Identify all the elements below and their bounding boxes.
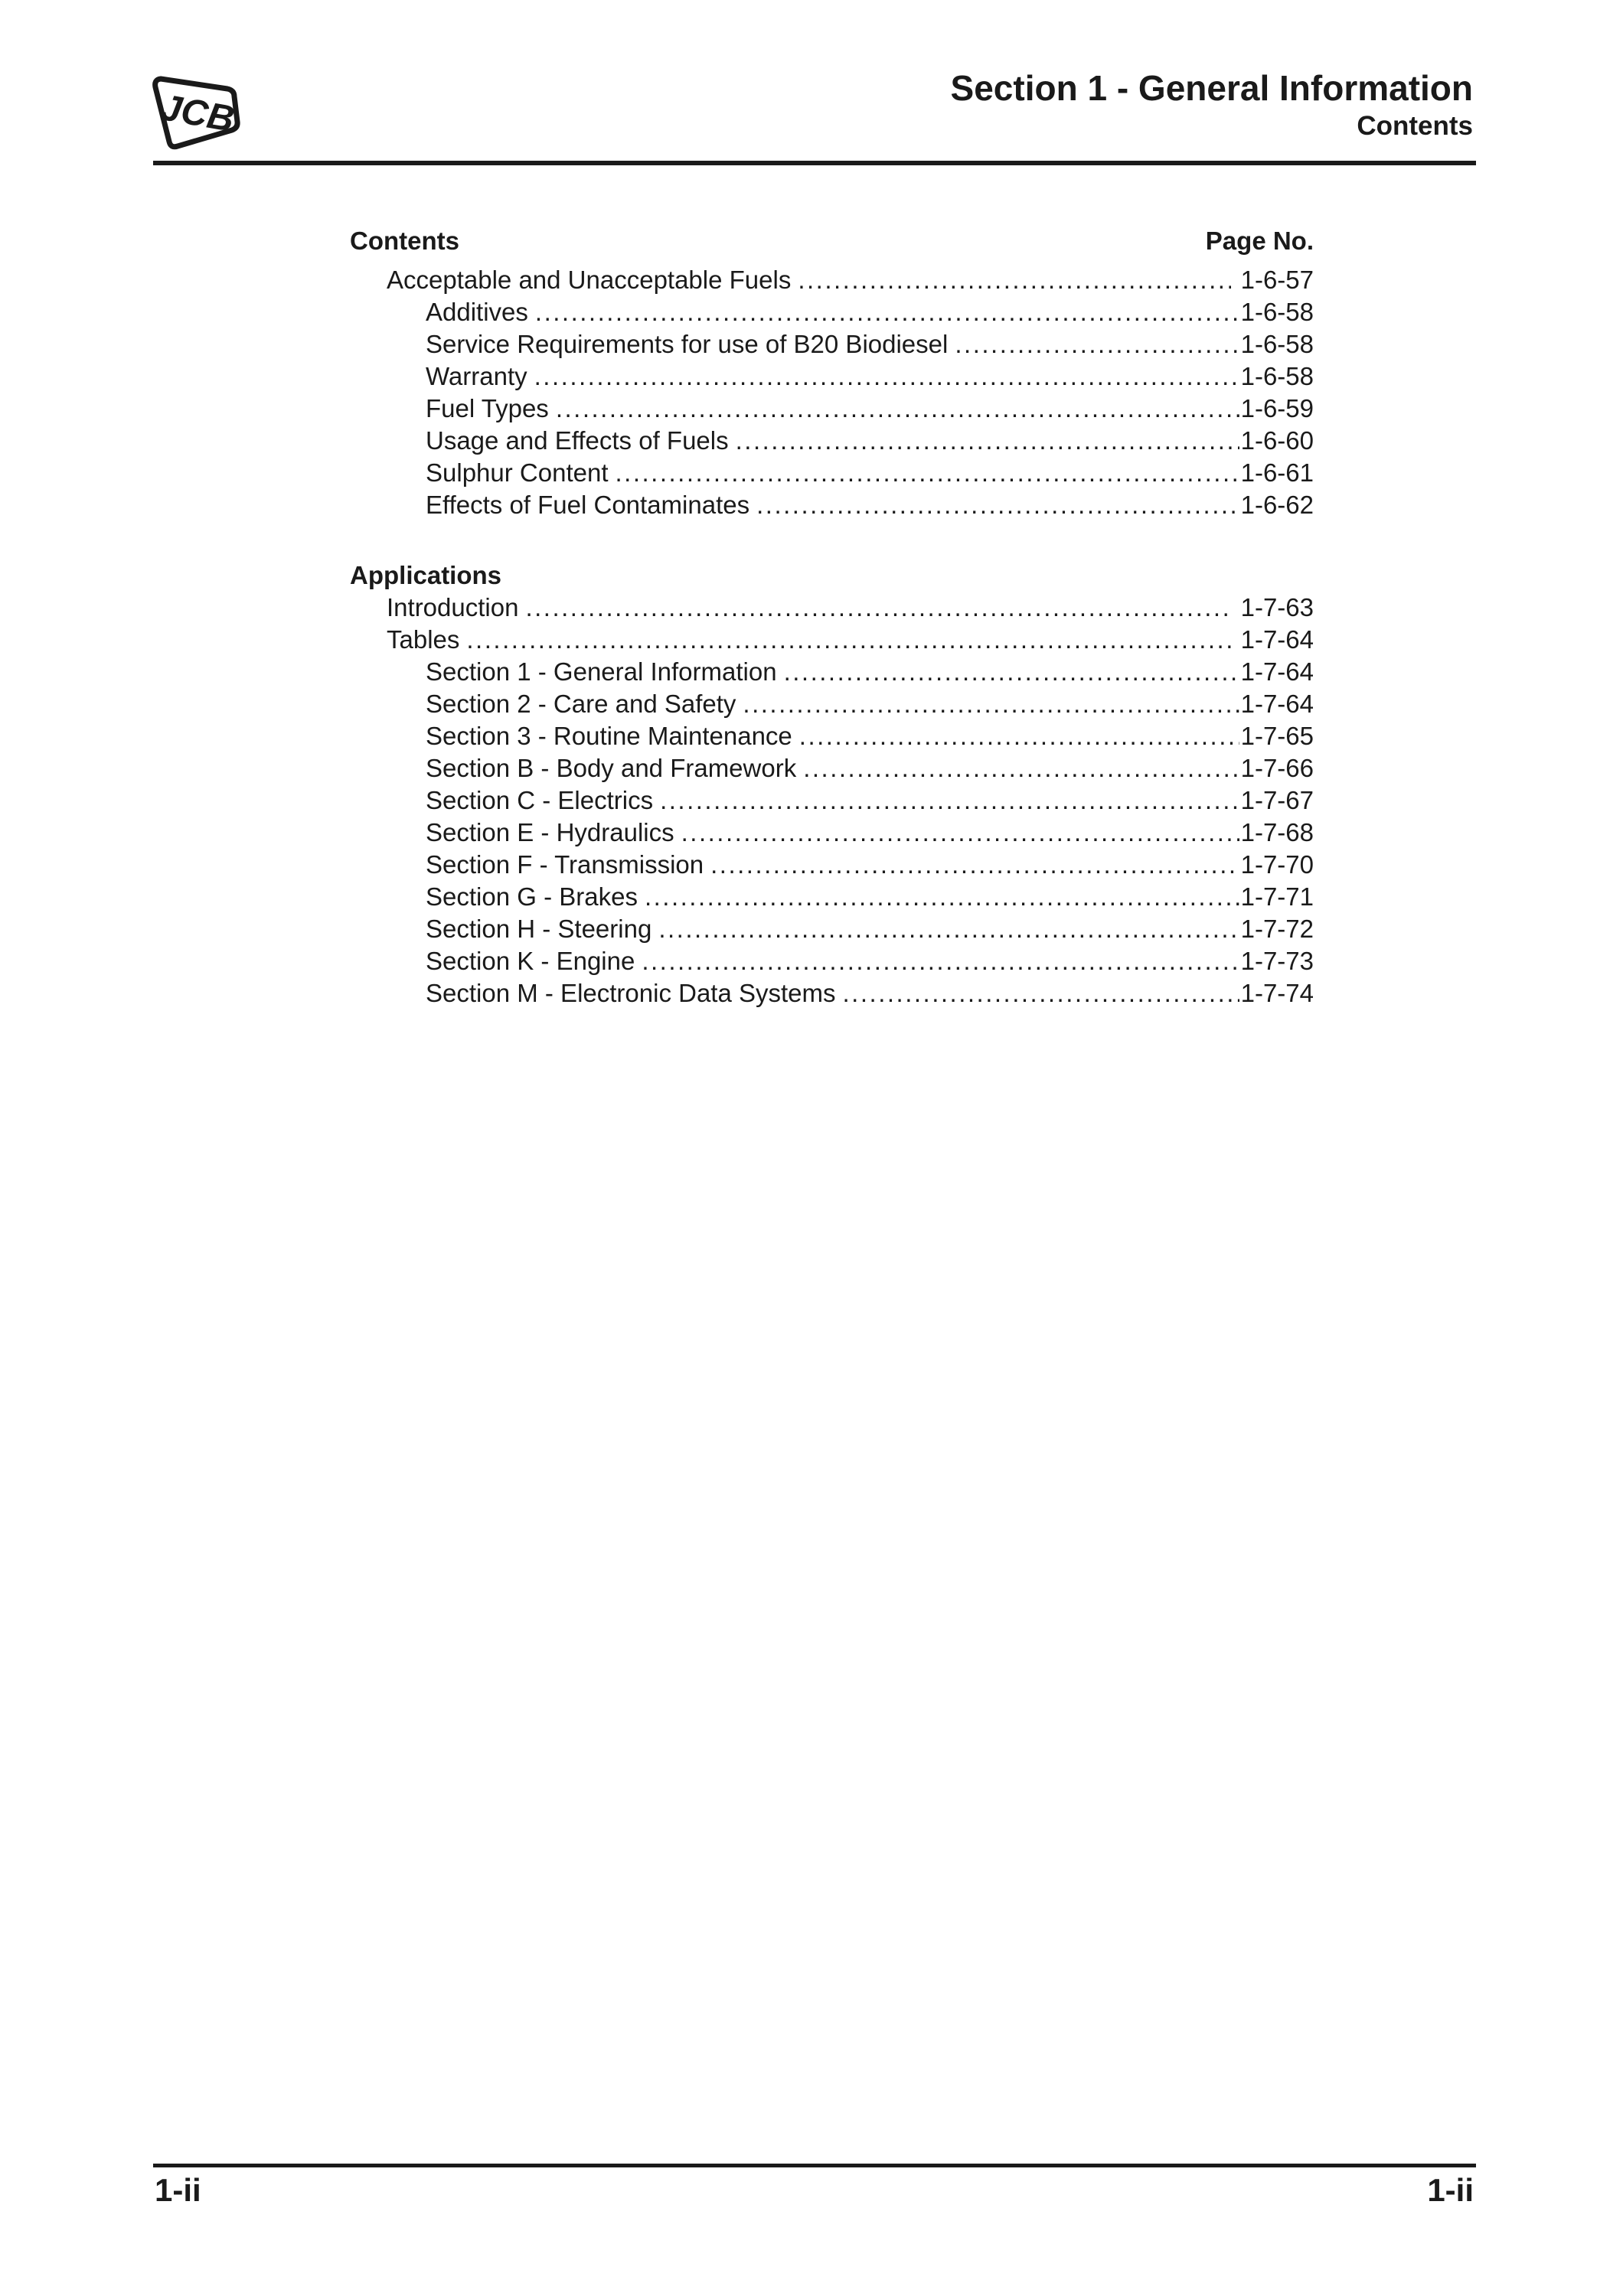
toc-item-label: Tables [387,625,460,654]
toc-leader [736,425,1239,457]
toc-leader [556,393,1239,425]
jcb-logo-text: JCB [158,87,237,140]
toc-leader [681,817,1239,849]
toc-header-row [350,225,1314,257]
toc-item-label: Section M - Electronic Data Systems [426,979,836,1007]
toc-row[interactable] [350,784,1314,817]
page-no-column-label: Page No. [1205,227,1314,255]
toc-row[interactable] [350,688,1314,720]
toc-leader [784,656,1239,688]
toc-item-label: Sulphur Content [426,458,609,487]
toc-item-label: Section G - Brakes [426,882,638,911]
toc-row[interactable] [350,457,1314,489]
toc-item-label: Acceptable and Unacceptable Fuels [387,266,792,294]
toc-leader [743,688,1239,720]
toc-row[interactable] [350,881,1314,913]
toc-leader [843,977,1239,1009]
toc-group-heading: Applications [350,561,502,589]
toc-leader [466,624,1230,656]
page-header [951,67,1473,142]
toc-page-number: 1-6-58 [1240,330,1314,358]
toc-leader [534,360,1239,393]
toc-page-number: 1-7-65 [1240,722,1314,750]
toc-leader [756,489,1239,521]
toc-page-number: 1-7-70 [1240,850,1314,879]
toc-row[interactable] [350,296,1314,328]
toc-row[interactable] [350,489,1314,521]
toc-page-number: 1-7-66 [1240,754,1314,782]
toc-item-label: Introduction [387,593,519,621]
toc-page-number: 1-6-60 [1240,426,1314,455]
toc-row[interactable] [350,624,1314,656]
toc-item-label: Section 2 - Care and Safety [426,690,736,718]
toc-page-number: 1-7-68 [1240,818,1314,846]
header-rule [153,161,1476,165]
toc-row[interactable] [350,977,1314,1009]
footer [155,2172,1474,2209]
toc-page-number: 1-7-64 [1240,625,1314,654]
toc-leader [799,720,1239,752]
toc-page-number: 1-7-63 [1240,593,1314,621]
page-subtitle: Contents [1357,111,1473,141]
toc-item-label: Section E - Hydraulics [426,818,674,846]
toc-item-label: Warranty [426,362,527,390]
toc-row[interactable] [350,720,1314,752]
toc-item-label: Section 3 - Routine Maintenance [426,722,792,750]
toc-leader [660,784,1239,817]
toc-row[interactable] [350,817,1314,849]
toc-list [350,264,1314,1009]
toc-page-number: 1-7-74 [1240,979,1314,1007]
toc-item-label: Section C - Electrics [426,786,654,814]
toc-item-label: Additives [426,298,528,326]
toc-page-number: 1-7-64 [1240,690,1314,718]
jcb-logo [149,69,248,153]
section-title: Section 1 - General Information [950,68,1473,108]
toc-row[interactable] [350,328,1314,360]
toc-page-number: 1-6-62 [1240,491,1314,519]
toc-leader [710,849,1239,881]
toc-row[interactable] [350,849,1314,881]
toc-item-label: Section B - Body and Framework [426,754,797,782]
toc-page-number: 1-7-64 [1240,657,1314,686]
toc-page-number: 1-7-71 [1240,882,1314,911]
toc-item-label: Fuel Types [426,394,549,422]
toc-item-label: Section 1 - General Information [426,657,777,686]
toc-page-number: 1-6-58 [1240,362,1314,390]
footer-rule [153,2164,1476,2167]
toc-page-number: 1-6-58 [1240,298,1314,326]
toc-leader [535,296,1239,328]
toc-item-label: Service Requirements for use of B20 Biodiesel [426,330,949,358]
toc-row[interactable] [350,360,1314,393]
toc-page-number: 1-6-57 [1240,266,1314,294]
toc-leader [658,913,1239,945]
toc-item-label: Section F - Transmission [426,850,704,879]
toc-row[interactable] [350,752,1314,784]
toc-leader [803,752,1239,784]
toc-row[interactable] [350,393,1314,425]
toc-leader [616,457,1239,489]
toc-leader [645,881,1239,913]
toc-page-number: 1-6-61 [1240,458,1314,487]
toc-leader [525,592,1230,624]
toc-row[interactable] [350,425,1314,457]
toc-leader [955,328,1239,360]
contents-column-label: Contents [350,227,459,255]
toc-page-number: 1-7-73 [1240,947,1314,975]
toc-item-label: Usage and Effects of Fuels [426,426,729,455]
toc-item-label: Section K - Engine [426,947,635,975]
toc-page-number: 1-7-72 [1240,915,1314,943]
footer-page-right: 1-ii [1427,2172,1474,2208]
toc-row[interactable] [350,592,1314,624]
toc-row[interactable] [350,945,1314,977]
table-of-contents [350,225,1314,1009]
toc-row[interactable] [350,656,1314,688]
toc-page-number: 1-6-59 [1240,394,1314,422]
toc-item-label: Section H - Steering [426,915,652,943]
toc-row[interactable] [350,913,1314,945]
toc-row[interactable] [350,264,1314,296]
toc-leader [642,945,1239,977]
toc-leader [798,264,1230,296]
footer-page-left: 1-ii [155,2172,201,2208]
toc-page-number: 1-7-67 [1240,786,1314,814]
toc-item-label: Effects of Fuel Contaminates [426,491,750,519]
